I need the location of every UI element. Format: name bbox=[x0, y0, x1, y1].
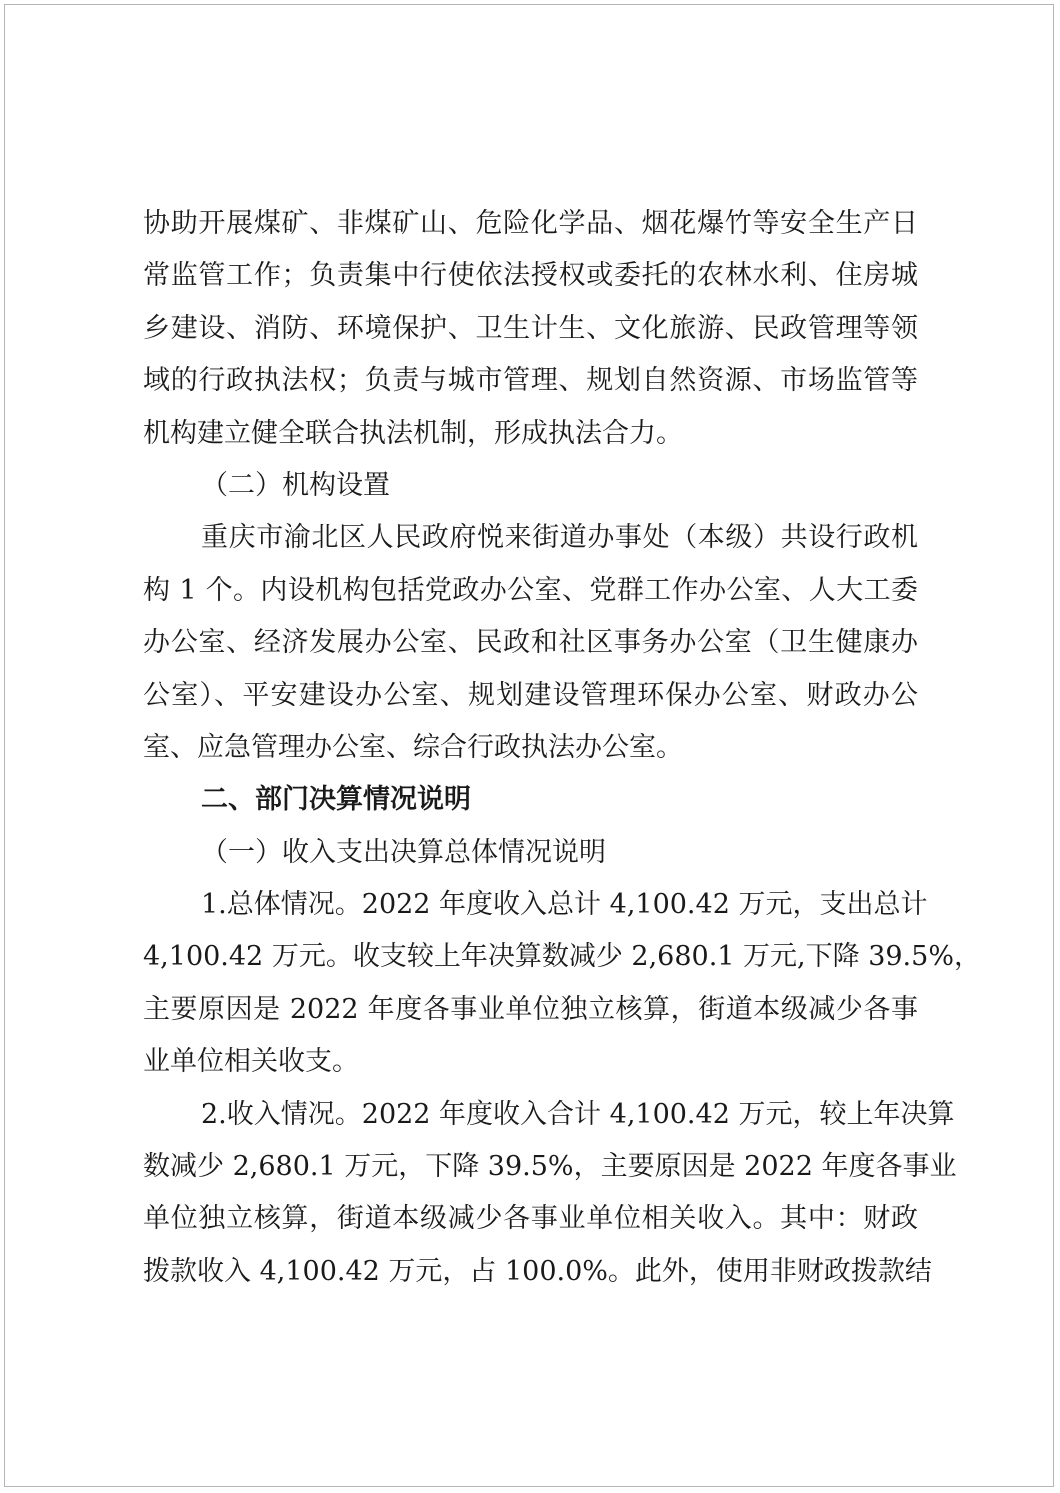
paragraph-income bbox=[143, 1089, 957, 1299]
text-line: 1.总体情况。2022 年度收入总计 4,100.42 万元，支出总计 bbox=[201, 889, 928, 921]
text-line: 主要原因是 2022 年度各事业单位独立核算，街道本级减少各事 bbox=[143, 993, 918, 1025]
text-line: 拨款收入 4,100.42 万元，占 100.0%。此外，使用非财政拨款结 bbox=[143, 1255, 932, 1287]
section-heading-final-accounts: 二、部门决算情况说明 bbox=[201, 784, 471, 816]
text-line: 协助开展煤矿、非煤矿山、危险化学品、烟花爆竹等安全生产日 bbox=[143, 208, 918, 239]
document-body bbox=[143, 198, 981, 1298]
text-line: 4,100.42 万元。收支较上年决算数减少 2,680.1 万元,下降 39.5%， bbox=[143, 941, 981, 973]
text-line: 业单位相关收支。 bbox=[143, 1046, 359, 1078]
text-line: 常监管工作；负责集中行使依法授权或委托的农林水利、住房城 bbox=[143, 260, 918, 292]
section-heading-organization: （二）机构设置 bbox=[201, 469, 390, 501]
text-line: 重庆市渝北区人民政府悦来街道办事处（本级）共设行政机 bbox=[201, 522, 918, 554]
paragraph-duties-continued bbox=[143, 198, 918, 460]
text-line: 公室）、平安建设办公室、规划建设管理环保办公室、财政办公 bbox=[143, 679, 918, 711]
text-line: 构 1 个。内设机构包括党政办公室、党群工作办公室、人大工委 bbox=[143, 574, 918, 606]
paragraph-overall bbox=[143, 879, 981, 1089]
text-line: 域的行政执法权；负责与城市管理、规划自然资源、市场监管等 bbox=[143, 365, 918, 397]
text-line: 机构建立健全联合执法机制，形成执法合力。 bbox=[143, 417, 683, 449]
paragraph-organization bbox=[143, 512, 918, 774]
text-line: 办公室、经济发展办公室、民政和社区事务办公室（卫生健康办 bbox=[143, 627, 918, 659]
text-line: 2.收入情况。2022 年度收入合计 4,100.42 万元，较上年决算 bbox=[201, 1098, 955, 1130]
text-line: 室、应急管理办公室、综合行政执法办公室。 bbox=[143, 731, 683, 763]
subsection-heading-income-expenditure: （一）收入支出决算总体情况说明 bbox=[201, 836, 606, 868]
text-line: 数减少 2,680.1 万元，下降 39.5%，主要原因是 2022 年度各事业 bbox=[143, 1151, 957, 1183]
text-line: 乡建设、消防、环境保护、卫生计生、文化旅游、民政管理等领 bbox=[143, 312, 918, 344]
text-line: 单位独立核算，街道本级减少各事业单位相关收入。其中：财政 bbox=[143, 1203, 918, 1235]
